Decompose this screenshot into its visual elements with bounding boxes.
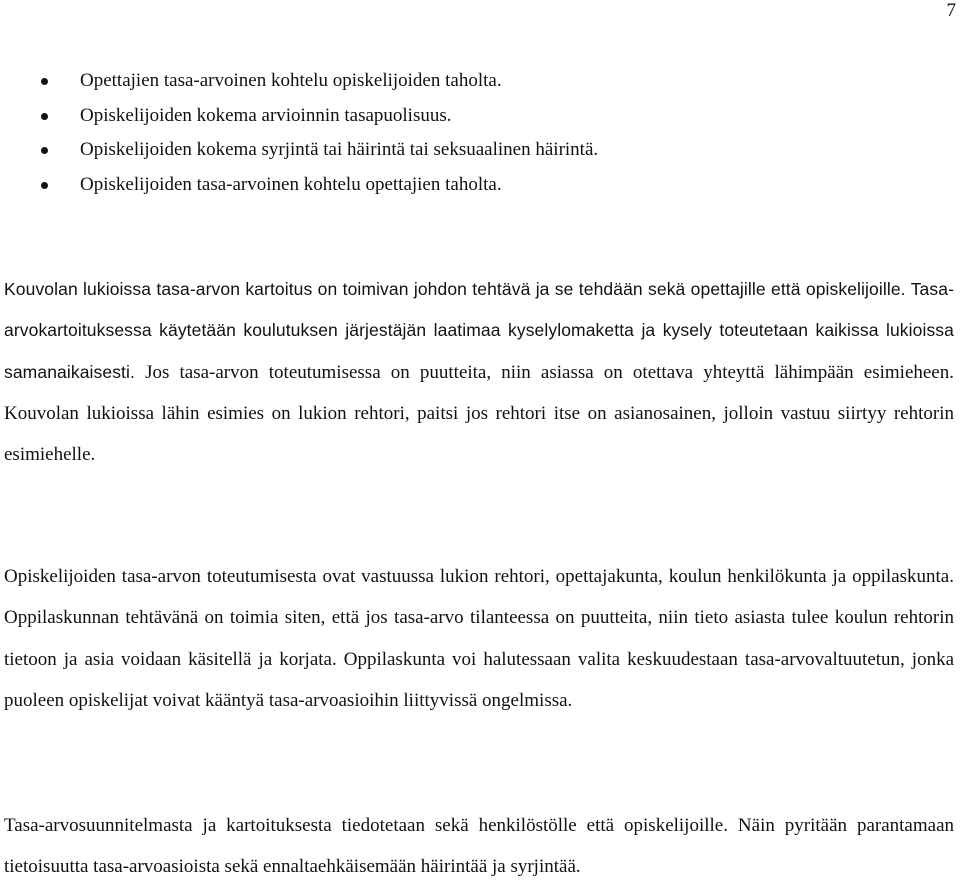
paragraph-vastuu: Opiskelijoiden tasa-arvon toteutumisesta ovat vastuussa lukion rehtori, opettajakunta, koulun henkilökunta ja oppilaskunta. Oppilaskunnan tehtävänä on toimia siten, että jos tasa-arvo tilanteessa on puutteita, niin tieto asiasta tulee koulun rehtorin tietoon ja asia voidaan käsitellä ja korjata. Oppilaskunta voi halutessaan valita keskuudestaan tasa-arvovaltuutetun, jonka puoleen opiskelijat voivat kääntyä tasa-arvoasioihin liittyvissä ongelmissa. <box>4 566 954 711</box>
paragraph-sentence: Tasa-arvokartoituksessa käytetään koulutuksen järjestäjän laatimaa kyselylomaketta ja kysely toteutetaan kaikissa lukioissa samanaikaisesti. <box>4 279 954 382</box>
paragraph-tiedotus: Tasa-arvosuunnitelmasta ja kartoituksesta tiedotetaan sekä henkilöstölle että opiskelijoille. Näin pyritään parantamaan tietoisuutta tasa-arvoasioista sekä ennaltaehkäisemään häirintää ja syrjintää. <box>4 815 954 878</box>
bullet-dot-icon <box>41 78 48 85</box>
page-number: 7 <box>946 0 956 21</box>
paragraph-sentence: Kouvolan lukioissa lähin esimies on lukion rehtori, paitsi jos rehtori itse on asianosainen, jolloin vastuu siirtyy rehtorin esimiehelle. <box>4 402 954 466</box>
bullet-dot-icon <box>41 182 48 189</box>
paragraph-sentence: Kouvolan lukioissa tasa-arvon kartoitus on toimivan johdon tehtävä ja se tehdään sekä opettajille että opiskelijoille. <box>4 279 906 299</box>
list-item-text: Opiskelijoiden kokema arvioinnin tasapuolisuus. <box>80 104 452 126</box>
list-item-text: Opiskelijoiden kokema syrjintä tai häirintä tai seksuaalinen häirintä. <box>80 139 599 160</box>
list-item <box>0 168 960 203</box>
bullet-dot-icon <box>41 113 48 120</box>
list-item-text: Opiskelijoiden tasa-arvoinen kohtelu opettajien taholta. <box>80 173 502 195</box>
bullet-dot-icon <box>41 147 48 154</box>
paragraph-kartoitus <box>4 269 954 475</box>
paragraph-sentence: Jos tasa-arvon toteutumisessa on puutteita, niin asiassa on otettava yhteyttä lähimpään esimieheen. <box>145 361 954 383</box>
list-item-text: Opettajien tasa-arvoinen kohtelu opiskelijoiden taholta. <box>80 70 502 91</box>
bullet-list <box>0 64 960 202</box>
list-item <box>0 99 960 134</box>
list-item <box>0 64 960 99</box>
list-item <box>0 133 960 168</box>
